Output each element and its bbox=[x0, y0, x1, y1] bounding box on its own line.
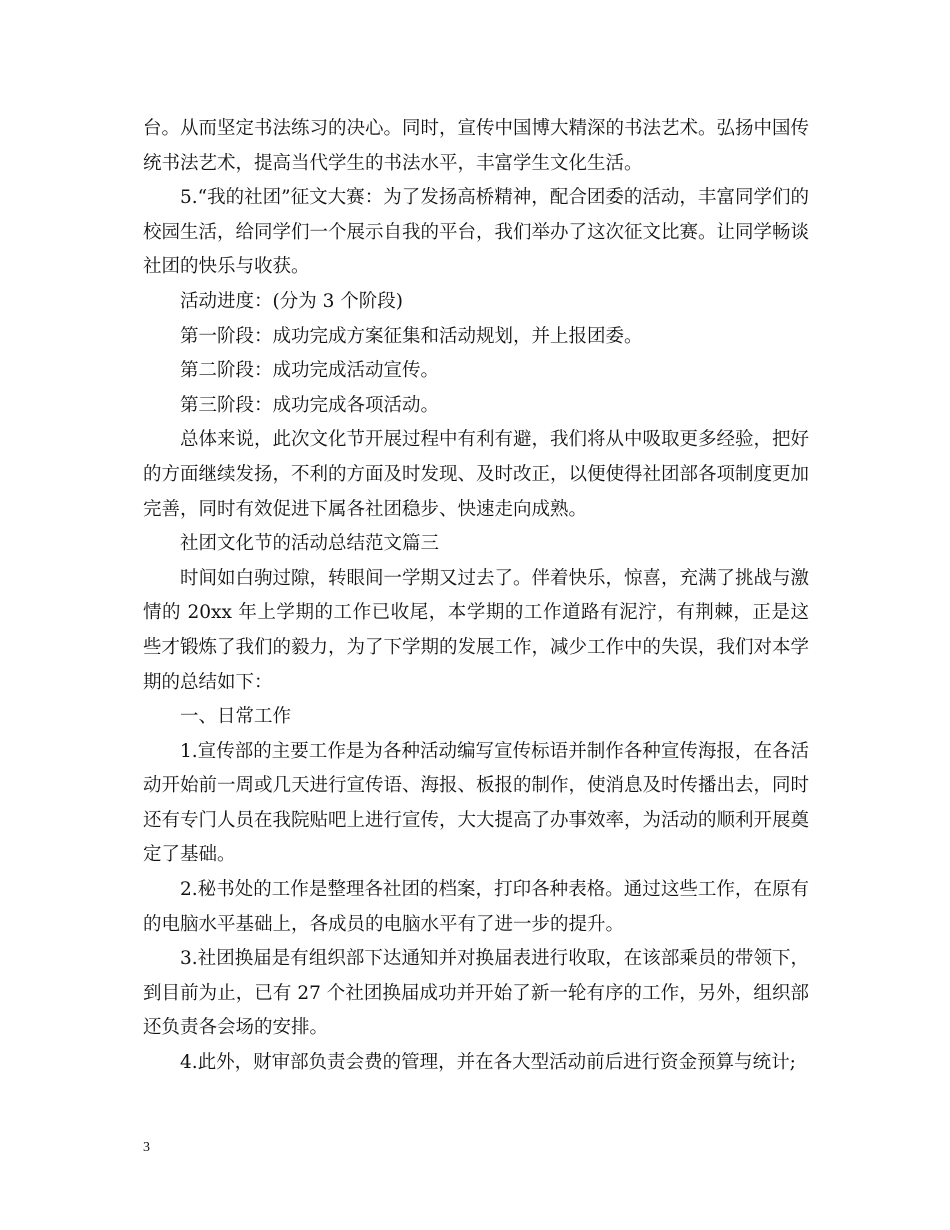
section-heading: 社团文化节的活动总结范文篇三 bbox=[180, 533, 440, 555]
paragraph-3: 活动进度：(分为 3 个阶段) bbox=[180, 290, 403, 312]
paragraph-7: 总体来说，此次文化节开展过程中有利有避，我们将从中吸取更多经验，把好的方面继续发扬，不利的方面及时发现、及时改正，以便使得社团部各项制度更加完善，同时有效促进下属各社团稳步、快速走向成熟。 bbox=[143, 429, 810, 520]
subsection-heading: 一、日常工作 bbox=[180, 706, 292, 728]
document-body bbox=[143, 112, 809, 1081]
paragraph-13: 3.社团换届是有组织部下达通知并对换届表进行收取，在该部乘员的带领下，到目前为止，已有 27 个社团换届成功并开始了新一轮有序的工作，另外，组织部还负责各会场的安排。 bbox=[143, 948, 809, 1039]
paragraph-5: 第二阶段：成功完成活动宣传。 bbox=[180, 360, 440, 382]
page-number: 3 bbox=[143, 1140, 150, 1155]
paragraph-2: 5.“我的社团”征文大赛：为了发扬高桥精神，配合团委的活动，丰富同学们的校园生活，给同学们一个展示自我的平台，我们举办了这次征文比赛。让同学畅谈社团的快乐与收获。 bbox=[143, 187, 810, 278]
paragraph-11: 1.宣传部的主要工作是为各种活动编写宣传标语并制作各种宣传海报，在各活动开始前一周或几天进行宣传语、海报、板报的制作，使消息及时传播出去，同时还有专门人员在我院贴吧上进行宣传，大大提高了办事效率，为活动的顺利开展奠定了基础。 bbox=[143, 740, 810, 866]
paragraph-1: 台。从而坚定书法练习的决心。同时，宣传中国博大精深的书法艺术。弘扬中国传统书法艺术，提高当代学生的书法水平，丰富学生文化生活。 bbox=[143, 118, 810, 174]
paragraph-6: 第三阶段：成功完成各项活动。 bbox=[180, 394, 440, 416]
paragraph-14: 4.此外，财审部负责会费的管理，并在各大型活动前后进行资金预算与统计; bbox=[180, 1052, 796, 1074]
paragraph-12: 2.秘书处的工作是整理各社团的档案，打印各种表格。通过这些工作，在原有的电脑水平基础上，各成员的电脑水平有了进一步的提升。 bbox=[143, 879, 809, 935]
paragraph-9: 时间如白驹过隙，转眼间一学期又过去了。伴着快乐，惊喜，充满了挑战与激情的 20xx 年上学期的工作已收尾，本学期的工作道路有泥泞，有荆棘，正是这些才锻炼了我们的毅力，为了下学期的发展工作，减少工作中的失误，我们对本学期的总结如下： bbox=[143, 567, 810, 693]
paragraph-4: 第一阶段：成功完成方案征集和活动规划，并上报团委。 bbox=[180, 325, 643, 347]
